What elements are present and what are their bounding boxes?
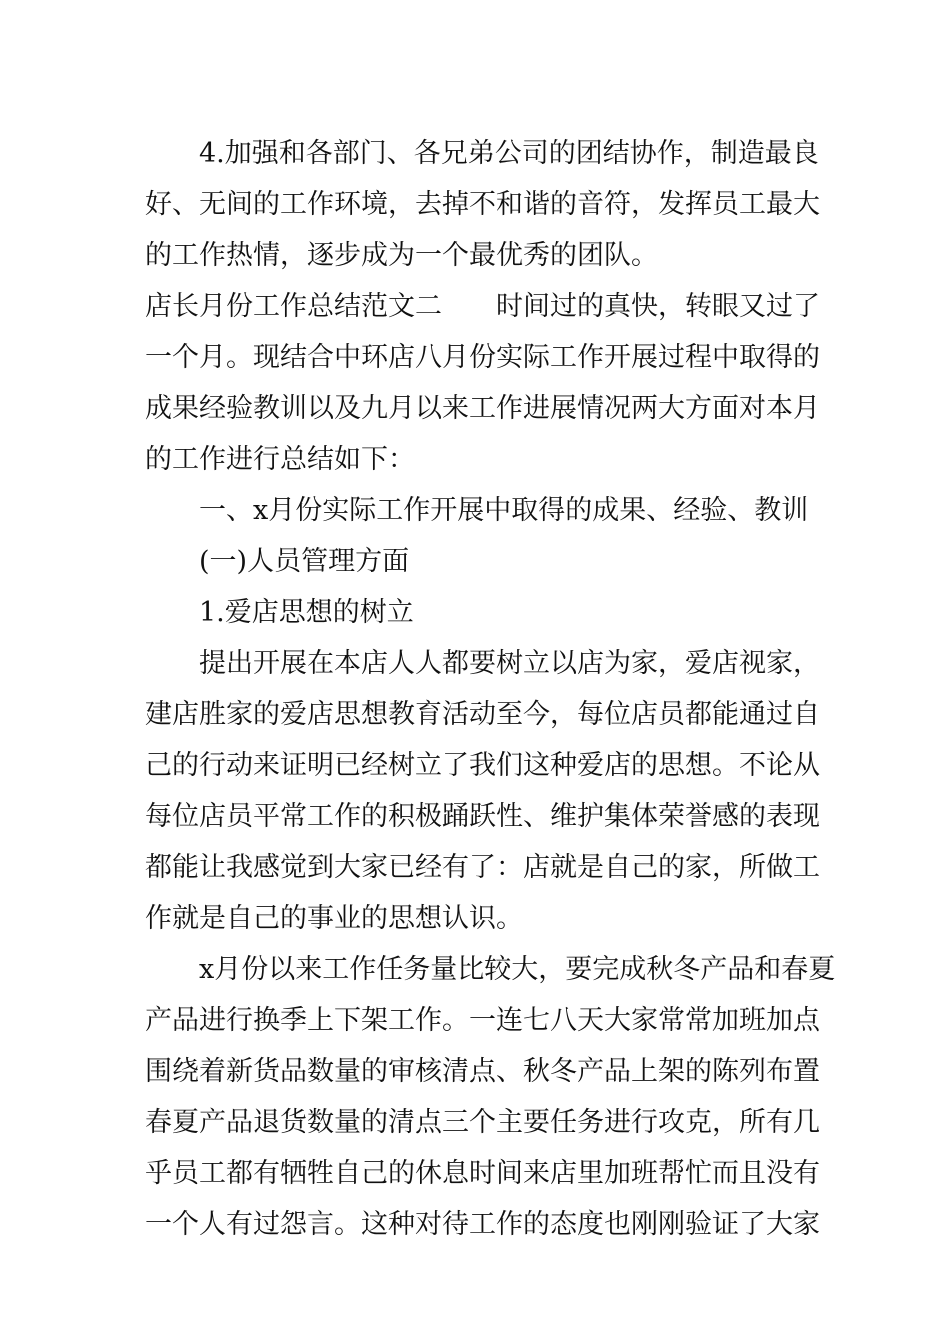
text-line-12: 建店胜家的爱店思想教育活动至今，每位店员都能通过自 — [145, 699, 820, 730]
text-line-15: 都能让我感觉到大家已经有了：店就是自己的家，所做工 — [145, 852, 820, 883]
text-line-1: 4.加强和各部门、各兄弟公司的团结协作，制造最良 — [199, 138, 819, 169]
text-line-11: 提出开展在本店人人都要树立以店为家，爱店视家， — [199, 648, 820, 679]
text-line-3: 的工作热情，逐步成为一个最优秀的团队。 — [145, 240, 658, 271]
text-line-13: 己的行动来证明已经树立了我们这种爱店的思想。不论从 — [145, 750, 820, 781]
text-line-17: x月份以来工作任务量比较大，要完成秋冬产品和春夏 — [199, 954, 836, 985]
text-line-7: 的工作进行总结如下： — [145, 444, 415, 475]
text-line-2: 好、无间的工作环境，去掉不和谐的音符，发挥员工最大 — [145, 189, 820, 220]
section-title-line: 店长月份工作总结范文二 时间过的真快，转眼又过了 — [145, 291, 820, 322]
text-line-14: 每位店员平常工作的积极踊跃性、维护集体荣誉感的表现 — [145, 801, 820, 832]
text-line-19: 围绕着新货品数量的审核清点、秋冬产品上架的陈列布置 — [145, 1056, 820, 1087]
document-page — [145, 128, 836, 1250]
text-line-5: 一个月。现结合中环店八月份实际工作开展过程中取得的 — [145, 342, 820, 373]
text-line-21: 乎员工都有牺牲自己的休息时间来店里加班帮忙而且没有 — [145, 1158, 820, 1189]
text-line-20: 春夏产品退货数量的清点三个主要任务进行攻克，所有几 — [145, 1107, 820, 1138]
text-line-18: 产品进行换季上下架工作。一连七八天大家常常加班加点 — [145, 1005, 820, 1036]
text-line-16: 作就是自己的事业的思想认识。 — [145, 903, 523, 934]
heading-level2: (一)人员管理方面 — [199, 546, 410, 577]
heading-level1: 一、x月份实际工作开展中取得的成果、经验、教训 — [199, 495, 809, 526]
text-line-6: 成果经验教训以及九月以来工作进展情况两大方面对本月 — [145, 393, 820, 424]
text-line-22: 一个人有过怨言。这种对待工作的态度也刚刚验证了大家 — [145, 1209, 820, 1240]
heading-level3: 1.爱店思想的树立 — [199, 597, 414, 628]
